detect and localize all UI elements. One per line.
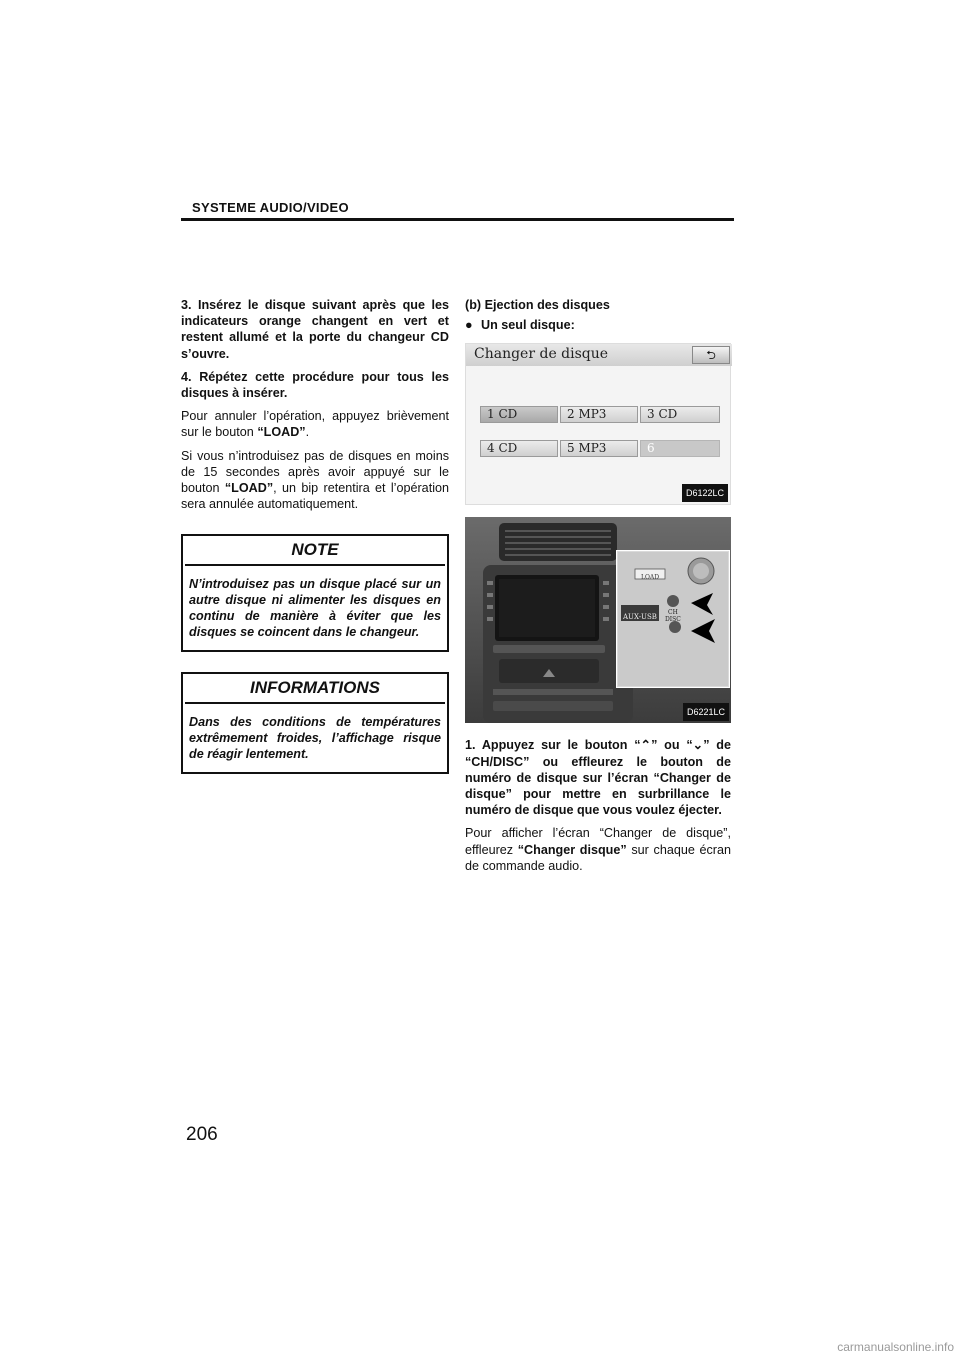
changer-disque-label: “Changer disque” bbox=[517, 842, 627, 857]
page-number: 206 bbox=[186, 1124, 218, 1145]
step1-part-a: 1. Appuyez sur le bouton “ bbox=[465, 738, 641, 753]
info-body: Dans des conditions de températures extrêmement froides, l’affichage risque de réagir lentement. bbox=[189, 714, 441, 762]
dashboard-photo bbox=[465, 517, 731, 723]
timeout-end: , un bip retentira et l’opération sera annulée automatiquement. bbox=[181, 481, 449, 512]
back-arrow-icon[interactable]: ⮌ bbox=[692, 346, 730, 364]
timeout-paragraph bbox=[181, 448, 449, 513]
step1-part-b: ” ou “ bbox=[651, 738, 693, 753]
header-rule bbox=[181, 218, 734, 221]
ch-label: CH bbox=[668, 609, 678, 617]
cancel-paragraph bbox=[181, 408, 449, 440]
left-column bbox=[181, 297, 449, 774]
step1-part-c: ” de “CH/DISC” ou effleurez le bouton de numéro de disque sur l’écran “Changer de disque” pour mettre en surbrillance le numéro de disque que vous voulez éjecter. bbox=[465, 738, 731, 818]
load-label: “LOAD” bbox=[257, 425, 306, 440]
note-body: N’introduisez pas un disque placé sur un autre disque ni alimenter les disques en continu de manière à éviter que les disques se coincent dans le changeur. bbox=[189, 576, 441, 640]
disc-button-3[interactable]: 3 CD bbox=[640, 406, 720, 423]
dashboard-illustration bbox=[465, 517, 731, 723]
info-title: INFORMATIONS bbox=[185, 674, 445, 703]
disc-button-5[interactable]: 5 MP3 bbox=[560, 440, 638, 457]
screen-title: Changer de disque bbox=[474, 346, 609, 363]
note-title: NOTE bbox=[185, 536, 445, 565]
aux-usb-label: AUX-USB bbox=[623, 613, 657, 622]
bullet-text: Un seul disque: bbox=[481, 318, 575, 333]
note-box bbox=[181, 534, 449, 652]
bullet-line bbox=[465, 317, 731, 333]
cancel-end: . bbox=[305, 425, 310, 440]
photo-code: D6221LC bbox=[683, 703, 729, 721]
footer-watermark[interactable]: carmanualsonline.info bbox=[837, 1340, 954, 1354]
disc-label: DISC bbox=[665, 616, 681, 624]
disc-button-6[interactable]: 6 bbox=[640, 440, 720, 457]
cancel-text: Pour annuler l’opération, appuyez brièvement sur le bouton bbox=[181, 409, 449, 440]
ch-disc-label bbox=[665, 609, 681, 623]
display-paragraph bbox=[465, 825, 731, 874]
running-header: SYSTEME AUDIO/VIDEO bbox=[192, 200, 349, 215]
step-4: 4. Répétez cette procédure pour tous les disques à insérer. bbox=[181, 369, 449, 401]
right-column bbox=[465, 297, 731, 881]
bullet-icon: ● bbox=[465, 318, 473, 333]
display-text: Pour afficher l’écran “Changer de disque”, effleurez bbox=[465, 826, 731, 857]
disc-button-4[interactable]: 4 CD bbox=[480, 440, 558, 457]
info-box bbox=[181, 672, 449, 774]
chevron-down-icon: ⌄ bbox=[692, 738, 704, 753]
section-heading: (b) Ejection des disques bbox=[465, 298, 610, 312]
step-1 bbox=[465, 737, 731, 818]
screen-titlebar bbox=[466, 344, 732, 366]
chevron-up-icon: ⌃ bbox=[640, 738, 652, 753]
figure-code: D6122LC bbox=[682, 484, 728, 502]
disc-button-1[interactable]: 1 CD bbox=[480, 406, 558, 423]
disc-button-2[interactable]: 2 MP3 bbox=[560, 406, 638, 423]
timeout-text: Si vous n’introduisez pas de disques en moins de 15 secondes après avoir appuyé sur le bouton bbox=[181, 448, 449, 496]
load-label-2: “LOAD” bbox=[224, 481, 274, 496]
load-button-label: LOAD bbox=[641, 574, 660, 582]
display-end: sur chaque écran de commande audio. bbox=[465, 842, 732, 873]
step-3: 3. Insérez le disque suivant après que les indicateurs orange changent en vert et restent allumé et la porte du changeur CD s’ouvre. bbox=[181, 298, 449, 361]
changer-screen bbox=[465, 343, 731, 505]
